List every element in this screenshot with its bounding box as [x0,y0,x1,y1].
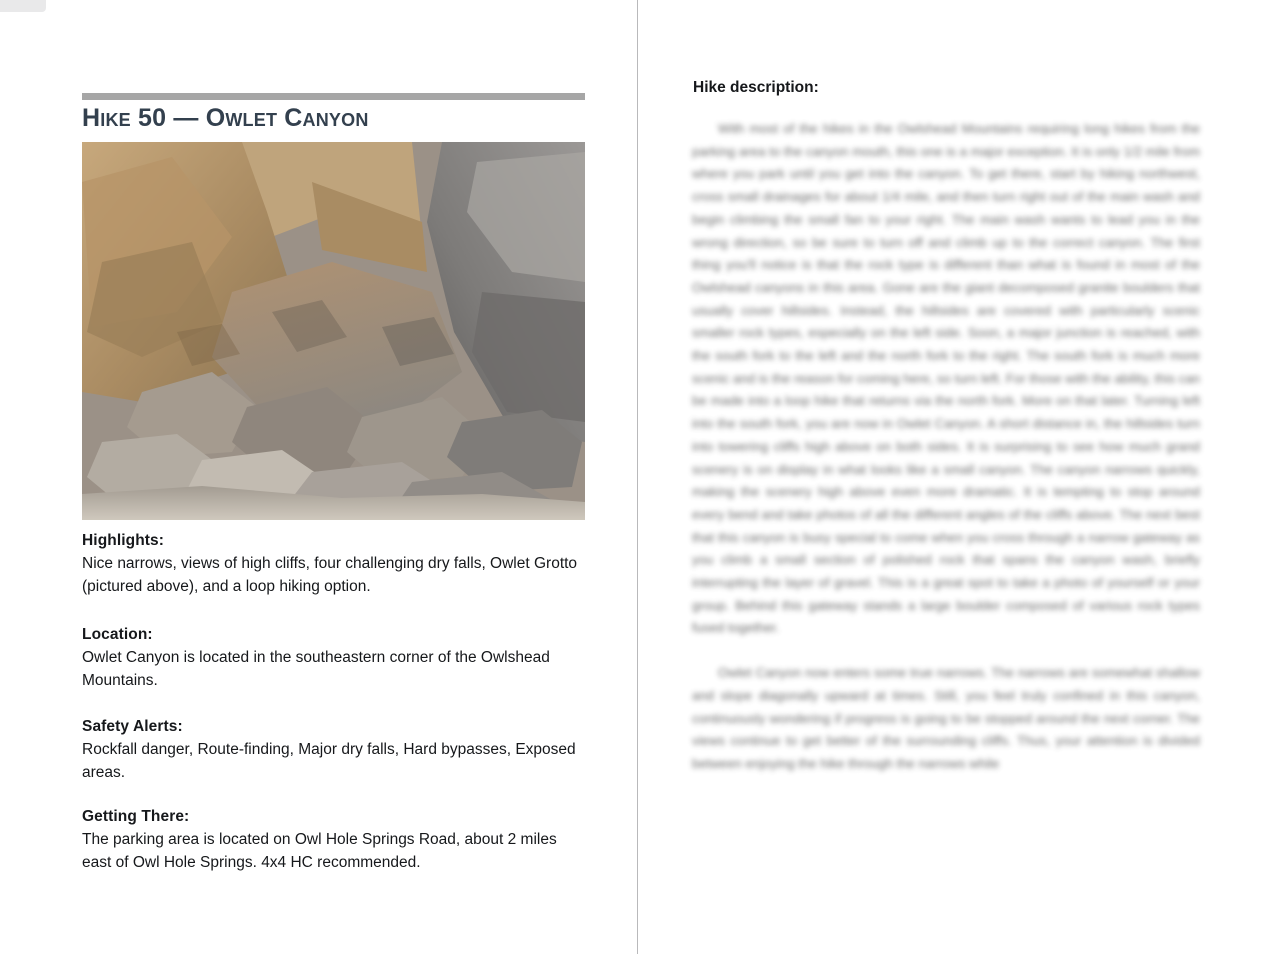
paragraph: With most of the hikes in the Owlshead Mountains requiring long hikes from the parking area to the canyon mouth, this one is a major exception. It is only 1/2 mile from where you park until you get into the canyon. To get there, start by hiking northwest, cross small drainages for about 1/4 mile, and then turn right out of the main wash and begin climbing the small fan to your right. The main wash wants to lead you in the wrong direction, so be sure to turn off and climb up to the correct canyon. The first thing you'll notice is that the rock type is different than what is found in most of the Owlshead canyons in this area. Gone are the giant decomposed granite boulders that usually cover hillsides. Instead, the hillsides are covered with particularly scenic smaller rock types, especially on the left side. Soon, a major junction is reached, with the south fork to the left and the north fork to the right. The south fork is much more scenic and is the reason for coming here, so turn left. For those with the ability, this can be made into a loop hike that returns via the north fork. More on that later. Turning left into the south fork, you are now in Owlet Canyon. A short distance in, the hillsides turn into towering cliffs high above on both sides. It is surprising to see how much grand scenery is on display in what looks like a small canyon. The canyon narrows quickly, making the scenery high above even more dramatic. It is tempting to stop around every bend and take photos of all the different angles of the cliffs above. The next best that this canyon is busy special to come when you cross through a narrow gateway as you climb a small section of polished rock that spans the canyon wash, briefly interrupting the layer of gravel. This is a great spot to take a photo of yourself or your group. Behind this gateway stands a large boulder composed of various rock types fused together. [692,121,1200,636]
section-heading-location: Location: [82,626,153,643]
section-highlights [82,532,587,599]
paragraph: Owlet Canyon now enters some true narrows. The narrows are somewhat shallow and slope diagonally upward at times. Still, you feel truly confined in this canyon, continuously wondering if progress is going to be stopped around the next corner. The views continue to get better of the surrounding cliffs. Thus, your attention is divided between enjoying the hike through the narrows while [692,665,1200,771]
canyon-photo-image [82,142,585,520]
right-page [638,0,1274,954]
section-location [82,626,587,693]
section-getting-there [82,808,587,875]
section-body-highlights: Nice narrows, views of high cliffs, four challenging dry falls, Owlet Grotto (pictured above), and a loop hiking option. [82,555,578,595]
title-rule [82,93,585,100]
page-title: Hike 50 — Owlet Canyon [82,104,369,132]
canyon-photo [82,142,585,520]
section-safety-alerts [82,718,587,785]
section-body-safety-alerts: Rockfall danger, Route-finding, Major dry falls, Hard bypasses, Exposed areas. [82,741,576,781]
section-body-getting-there: The parking area is located on Owl Hole Springs Road, about 2 miles east of Owl Hole Springs. 4x4 HC recommended. [82,831,557,871]
section-heading-highlights: Highlights: [82,532,165,549]
hike-description-body [692,118,1200,798]
section-heading-getting-there: Getting There: [82,808,190,825]
hike-description-heading: Hike description: [693,79,819,96]
section-body-location: Owlet Canyon is located in the southeastern corner of the Owlshead Mountains. [82,649,550,689]
section-heading-safety-alerts: Safety Alerts: [82,718,183,735]
